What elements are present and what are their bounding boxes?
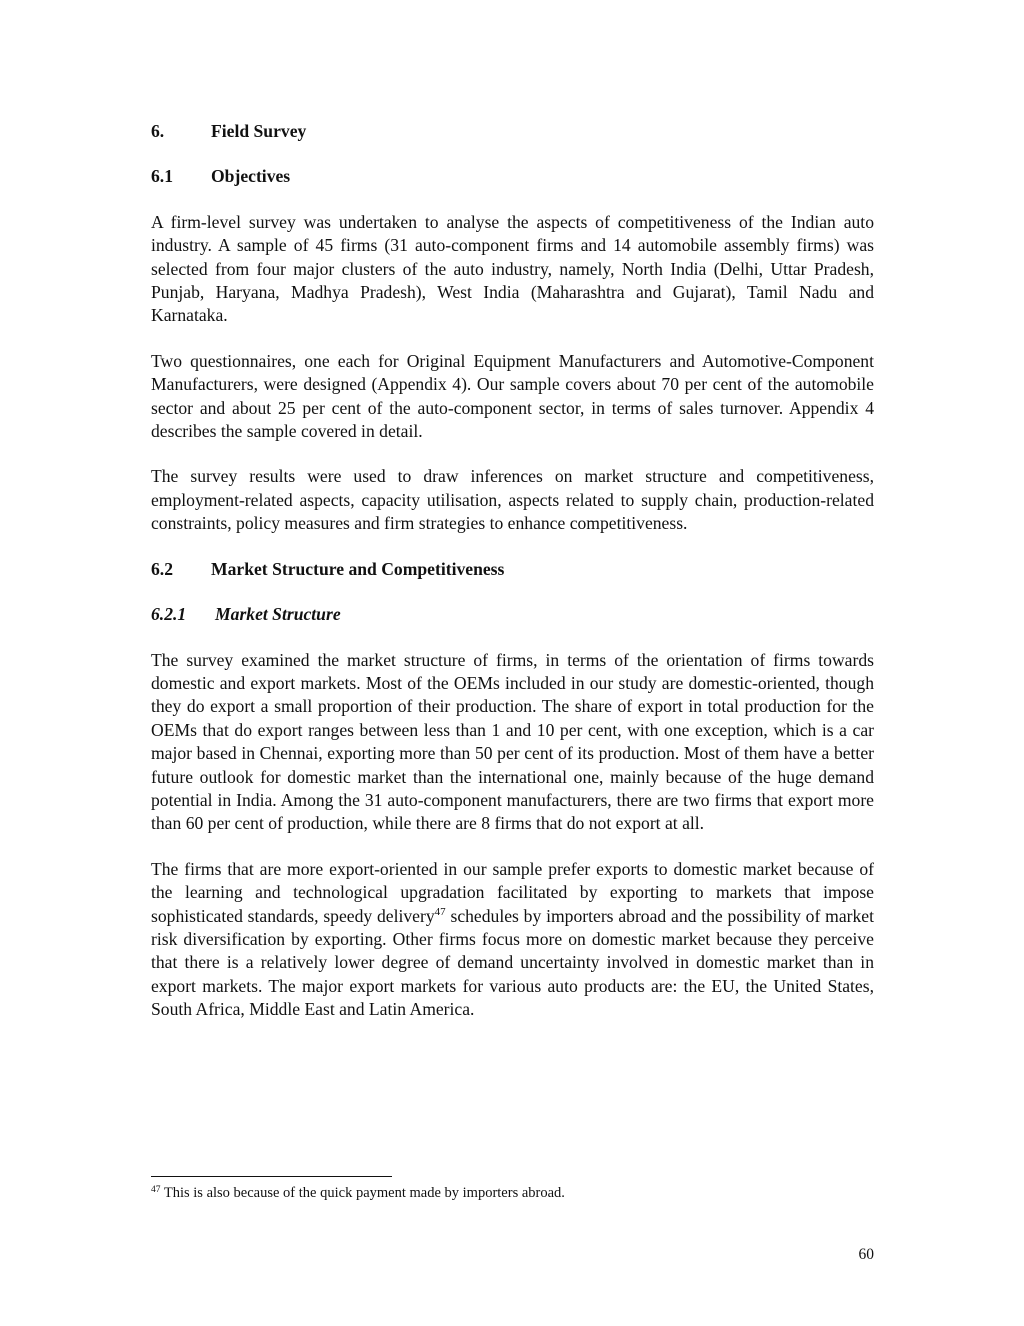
footnote-reference: 47	[434, 905, 446, 918]
subsubsection-title: Market Structure	[215, 604, 341, 625]
paragraph-text: schedules by importers abroad and the possibility of market risk diversification by exporting. Other firms focus more on domestic market because they perceive that there is a relatively lower degree of demand uncertainty involved in domestic market than in export markets. The major export markets for various auto products are: the EU, the United States, South Africa, Middle East and Latin America.	[151, 905, 874, 1020]
footnote	[151, 1184, 874, 1202]
footnote-text: This is also because of the quick payment made by importers abroad.	[160, 1185, 565, 1201]
paragraph-text: The firms that are more export-oriented in our sample prefer exports to domestic market because of the learning and technological upgradation facilitated by exporting to markets that impose sophisticated standards, speedy delivery	[151, 858, 874, 926]
paragraph-survey-sample: A firm-level survey was undertaken to analyse the aspects of competitiveness of the Indian auto industry. A sample of 45 firms (31 auto-component firms and 14 automobile assembly firms) was selected from four major clusters of the auto industry, namely, North India (Delhi, Uttar Pradesh, Punjab, Haryana, Madhya Pradesh), West India (Maharashtra and Gujarat), Tamil Nadu and Karnataka.	[151, 211, 874, 326]
subsubsection-heading-market-structure	[151, 603, 874, 626]
page-number: 60	[858, 1246, 874, 1263]
page-body	[151, 120, 874, 1044]
subsection-title: Market Structure and Competitiveness	[211, 558, 505, 579]
subsection-title: Objectives	[211, 166, 291, 187]
footnote-marker: 47	[151, 1185, 161, 1195]
paragraph-export-oriented-firms	[151, 858, 874, 1022]
footnote-divider	[151, 1176, 392, 1177]
section-title: Field Survey	[211, 121, 307, 141]
paragraph-market-orientation: The survey examined the market structure of firms, in terms of the orientation of firms towards domestic and export markets. Most of the OEMs included in our study are domestic-oriented, though they do export a small proportion of their production. The share of export in total production for the OEMs that do export ranges between less than 1 and 10 per cent, with one exception, which is a car major based in Chennai, exporting more than 50 per cent of its production. Most of them have a better future outlook for domestic market than the international one, mainly because of the huge demand potential in India. Among the 31 auto-component manufacturers, there are two firms that export more than 60 per cent of production, while there are 8 firms that do not export at all.	[151, 649, 874, 834]
section-number: 6.	[151, 121, 165, 141]
subsection-heading-objectives	[151, 165, 874, 188]
paragraph-survey-results: The survey results were used to draw inferences on market structure and competitiveness, employment-related aspects, capacity utilisation, aspects related to supply chain, production-related constraints, policy measures and firm strategies to enhance competitiveness.	[151, 466, 874, 534]
section-heading	[151, 120, 874, 143]
paragraph-questionnaires: Two questionnaires, one each for Original Equipment Manufacturers and Automotive-Component Manufacturers, were designed (Appendix 4). Our sample covers about 70 per cent of the automobile sector and about 25 per cent of the auto-component sector, in terms of sales turnover. Appendix 4 describes the sample covered in detail.	[151, 350, 874, 442]
subsection-number: 6.2	[151, 558, 173, 579]
subsection-number: 6.1	[151, 166, 173, 187]
subsection-heading-market	[151, 558, 874, 581]
subsubsection-number: 6.2.1	[151, 604, 187, 625]
